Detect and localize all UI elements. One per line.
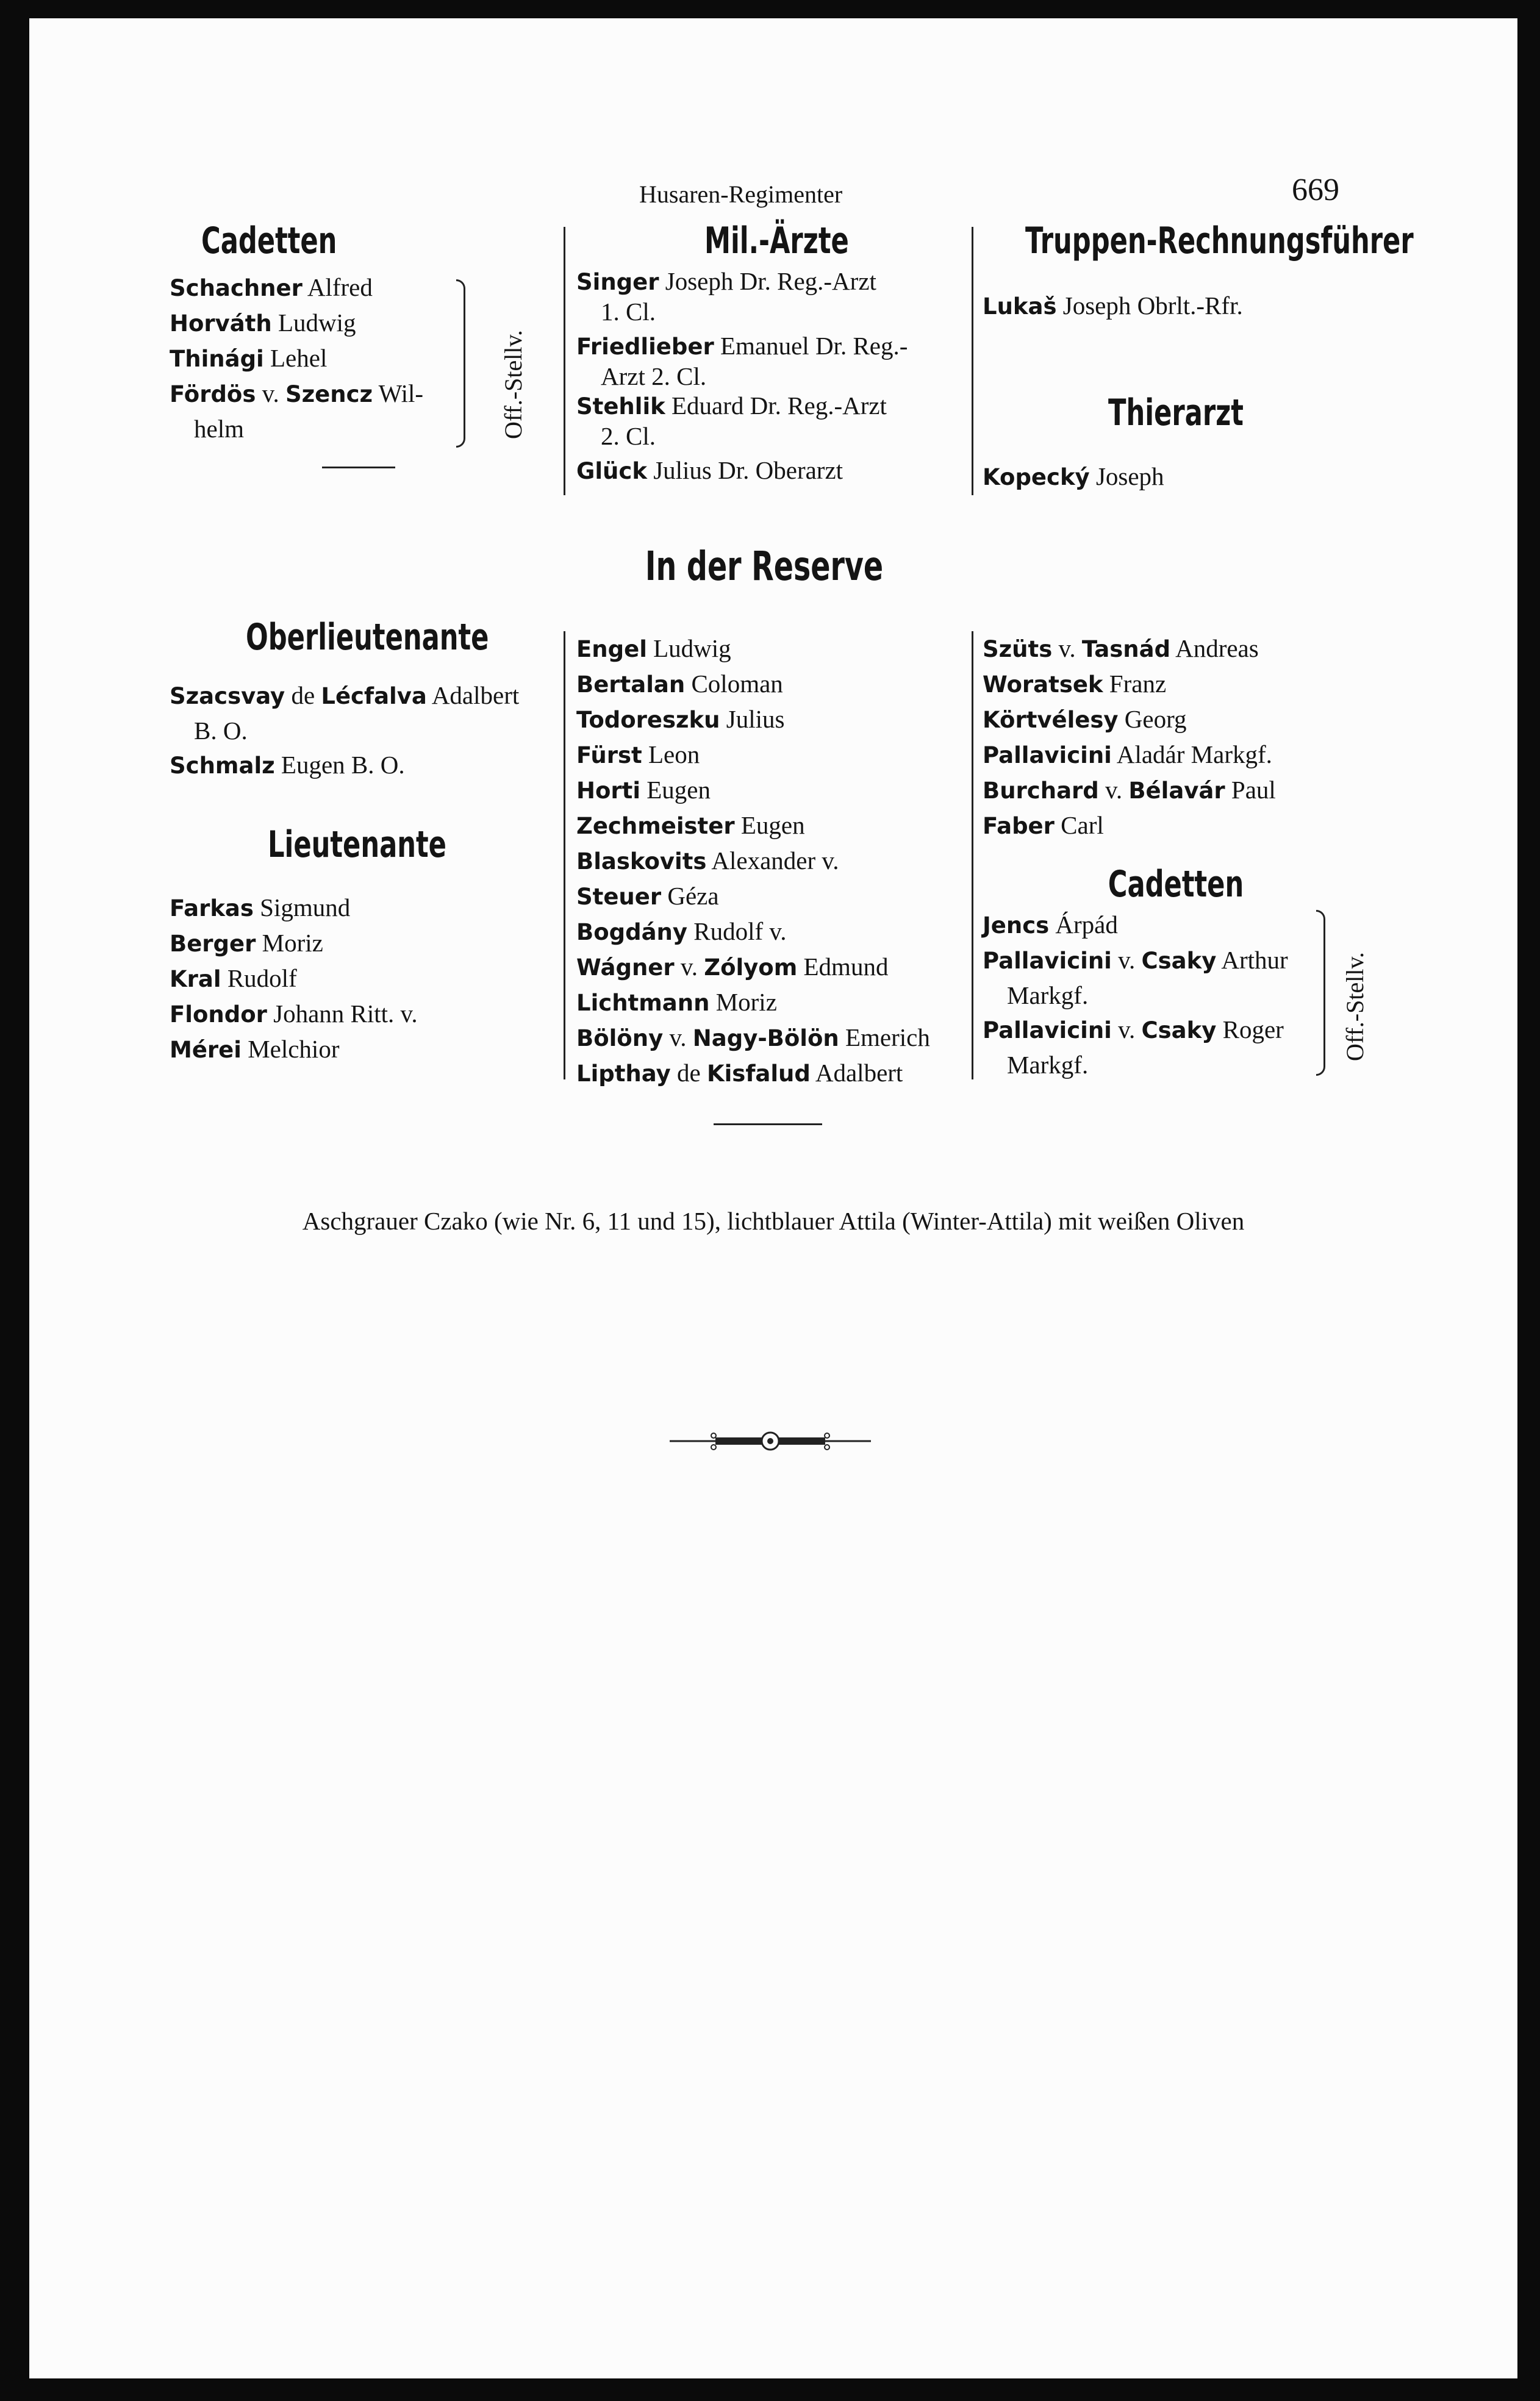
list-item: Bertalan Coloman — [576, 670, 783, 698]
book-page — [29, 18, 1517, 2378]
list-item: Bogdány Rudolf v. — [576, 917, 787, 945]
column-rule — [972, 227, 973, 495]
column-rule — [972, 631, 973, 1079]
oberlieutenante-list — [170, 678, 519, 783]
list-item: Szüts v. Tasnád Andreas — [983, 634, 1259, 662]
reserve-cadetten-heading: Cadetten — [1108, 863, 1244, 906]
oberlieutenante-heading: Oberlieutenante — [246, 616, 489, 659]
list-item: Wágner v. Zólyom Edmund — [576, 953, 889, 981]
list-item: Schachner Alfred — [170, 273, 373, 301]
list-item: Mérei Melchior — [170, 1035, 340, 1063]
list-item: Pallavicini v. Csaky Roger — [983, 1015, 1284, 1043]
bracket-label: Off.-Stellv. — [500, 330, 527, 439]
divider — [714, 1123, 822, 1125]
list-item: Schmalz Eugen B. O. — [170, 751, 405, 779]
list-item: Stehlik Eduard Dr. Reg.-Arzt — [576, 392, 887, 420]
list-item: Todoreszku Julius — [576, 705, 785, 733]
list-item: Lichtmann Moriz — [576, 988, 777, 1016]
list-item: Steuer Géza — [576, 882, 719, 910]
list-item: Kral Rudolf — [170, 964, 297, 992]
truppen-rechnungsfuehrer-heading: Truppen-Rechnungsführer — [1025, 220, 1414, 262]
list-item: Singer Joseph Dr. Reg.-Arzt — [576, 267, 876, 295]
list-item: Flondor Johann Ritt. v. — [170, 1000, 418, 1028]
reserve-list-middle — [576, 631, 930, 1091]
list-item: B. O. — [194, 717, 248, 745]
list-item: Pallavicini v. Csaky Arthur — [983, 946, 1288, 974]
mil-aerzte-list — [576, 264, 908, 488]
bracket-label: Off.-Stellv. — [1341, 952, 1369, 1061]
lieutenante-heading: Lieutenante — [268, 823, 446, 866]
running-title: Husaren-Regimenter — [639, 181, 843, 208]
list-item: Zechmeister Eugen — [576, 811, 805, 839]
list-item: Burchard v. Bélavár Paul — [983, 776, 1276, 804]
cadetten-heading: Cadetten — [201, 220, 337, 262]
ornament-icon — [670, 1431, 871, 1451]
list-item: Horváth Ludwig — [170, 309, 356, 337]
reserve-list-right — [983, 631, 1276, 843]
bracket — [1316, 910, 1325, 1076]
list-item: Pallavicini Aladár Markgf. — [983, 740, 1272, 768]
reserve-title: In der Reserve — [645, 543, 884, 590]
list-item: Faber Carl — [983, 811, 1104, 839]
list-item: Lipthay de Kisfalud Adalbert — [576, 1059, 903, 1087]
list-item: Lukaš Joseph Obrlt.-Rfr. — [983, 292, 1243, 320]
thierarzt-list — [983, 459, 1164, 495]
mil-aerzte-heading: Mil.-Ärzte — [704, 220, 849, 262]
list-item: Jencs Árpád — [983, 911, 1118, 939]
thierarzt-heading: Thierarzt — [1108, 392, 1244, 434]
list-item: Engel Ludwig — [576, 634, 731, 662]
list-item: 2. Cl. — [601, 422, 656, 450]
list-item: Bölöny v. Nagy-Bölön Emerich — [576, 1023, 930, 1051]
bracket — [456, 279, 465, 448]
uniform-note: Aschgrauer Czako (wie Nr. 6, 11 und 15), lichtblauer Attila (Winter-Attila) mit weißen Oliven — [302, 1207, 1245, 1235]
list-item: Fördös v. Szencz Wil- — [170, 379, 424, 407]
list-item: Markgf. — [1007, 981, 1089, 1009]
column-rule — [564, 227, 565, 495]
list-item: Friedlieber Emanuel Dr. Reg.- — [576, 332, 908, 360]
reserve-cadetten-list — [983, 907, 1288, 1082]
list-item: Szacsvay de Lécfalva Adalbert — [170, 681, 520, 709]
column-rule — [564, 631, 565, 1079]
list-item: Fürst Leon — [576, 740, 700, 768]
active-cadetten-list — [170, 270, 423, 446]
divider — [322, 467, 395, 468]
list-item: Glück Julius Dr. Oberarzt — [576, 456, 843, 484]
list-item: 1. Cl. — [601, 298, 656, 326]
list-item: Blaskovits Alexander v. — [576, 846, 839, 875]
list-item: Woratsek Franz — [983, 670, 1167, 698]
page-number: 669 — [1292, 173, 1339, 207]
list-item: Körtvélesy Georg — [983, 705, 1187, 733]
list-item: Markgf. — [1007, 1051, 1089, 1079]
list-item: helm — [194, 415, 244, 443]
list-item: Arzt 2. Cl. — [601, 362, 707, 390]
list-item: Thinági Lehel — [170, 344, 328, 372]
list-item: Horti Eugen — [576, 776, 711, 804]
list-item: Kopecký Joseph — [983, 462, 1164, 490]
rechnungsfuehrer-list — [983, 288, 1243, 324]
lieutenante-list — [170, 890, 418, 1067]
list-item: Berger Moriz — [170, 929, 323, 957]
list-item: Farkas Sigmund — [170, 893, 351, 921]
